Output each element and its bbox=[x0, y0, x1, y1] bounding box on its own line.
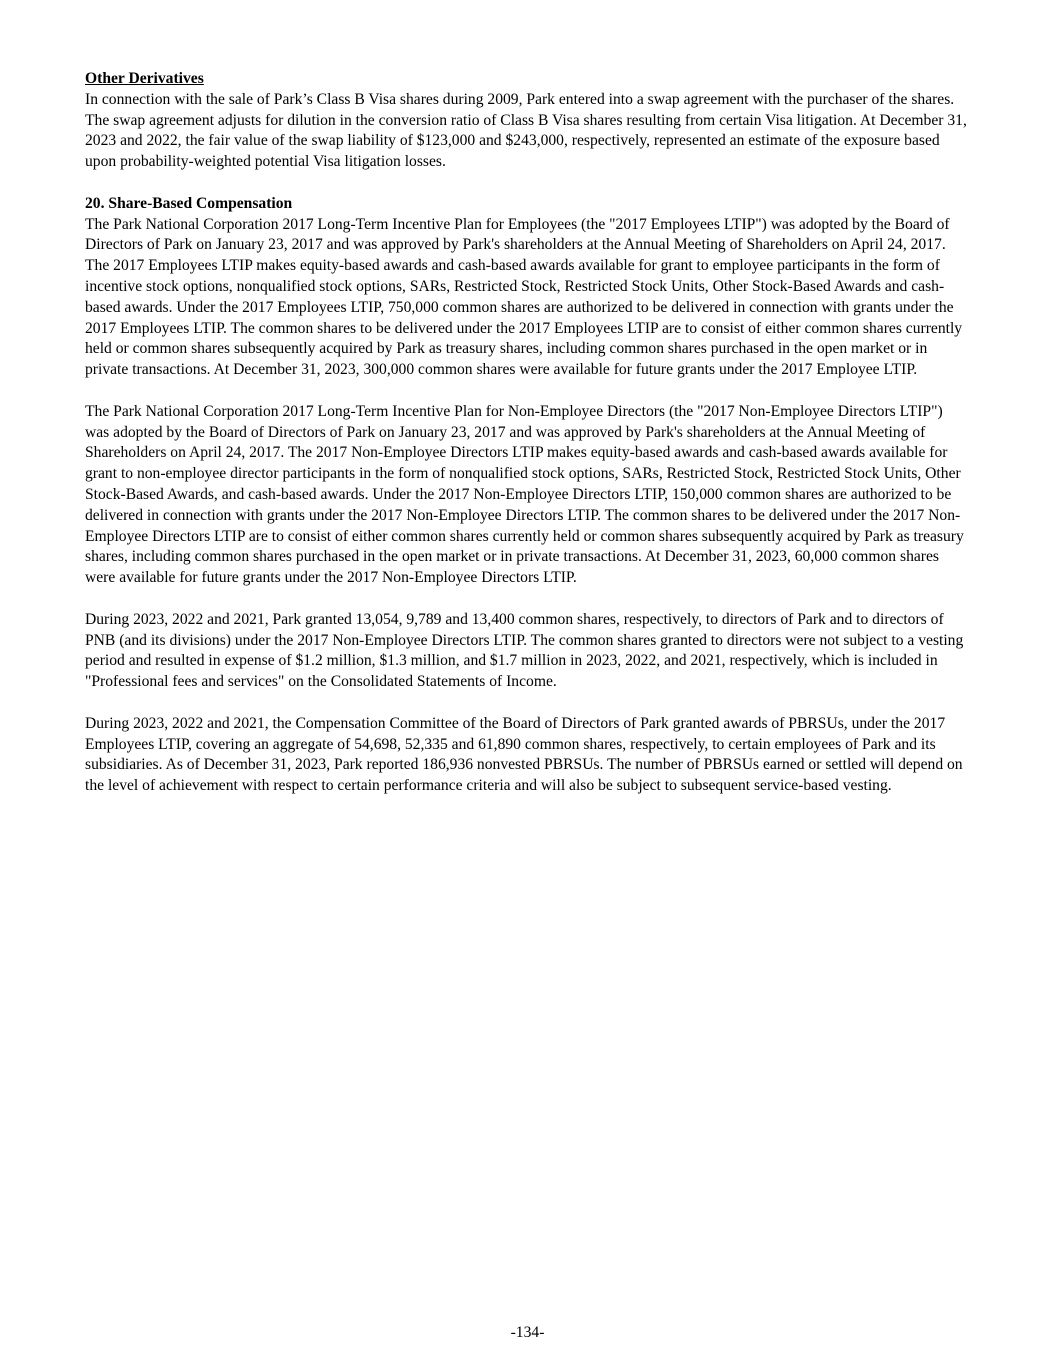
paragraph-gap bbox=[85, 589, 970, 610]
page-number: -134- bbox=[510, 1324, 545, 1341]
paragraph-employees-ltip: The Park National Corporation 2017 Long-Term Incentive Plan for Employees (the "2017 Employees LTIP") was adopted by the Board of Directors of Park on January 23, 2017 and was approved by Park's shareholders at the Annual Meeting of Shareholders on April 24, 2017. The 2017 Employees LTIP makes equity-based awards and cash-based awards available for grant to employee participants in the form of incentive stock options, nonqualified stock options, SARs, Restricted Stock, Restricted Stock Units, Other Stock-Based Awards and cash-based awards. Under the 2017 Employees LTIP, 750,000 common shares are authorized to be delivered in connection with grants under the 2017 Employees LTIP. The common shares to be delivered under the 2017 Employees LTIP are to consist of either common shares currently held or common shares subsequently acquired by Park as treasury shares, including common shares purchased in the open market or in private transactions. At December 31, 2023, 300,000 common shares were available for future grants under the 2017 Employee LTIP. bbox=[85, 215, 963, 379]
paragraph-gap bbox=[85, 693, 970, 714]
paragraph-gap bbox=[85, 381, 970, 402]
paragraph-pbrsu-grants: During 2023, 2022 and 2021, the Compensation Committee of the Board of Directors of Park granted awards of PBRSUs, under the 2017 Employees LTIP, covering an aggregate of 54,698, 52,335 and 61,890 common shares, respectively, to certain employees of Park and its subsidiaries. As of December 31, 2023, Park reported 186,936 nonvested PBRSUs. The number of PBRSUs earned or settled will depend on the level of achievement with respect to certain performance criteria and will also be subject to subsequent service-based vesting. bbox=[85, 714, 963, 795]
paragraph-other-derivatives: In connection with the sale of Park’s Class B Visa shares during 2009, Park entered into a swap agreement with the purchaser of the shares. The swap agreement adjusts for dilution in the conversion ratio of Class B Visa shares resulting from certain Visa litigation. At December 31, 2023 and 2022, the fair value of the swap liability of $123,000 and $243,000, respectively, represented an estimate of the exposure based upon probability-weighted potential Visa litigation losses. bbox=[85, 90, 967, 171]
section-heading-share-based-compensation: 20. Share-Based Compensation bbox=[85, 194, 293, 212]
section-heading-other-derivatives: Other Derivatives bbox=[85, 70, 204, 87]
paragraph-non-employee-directors-ltip: The Park National Corporation 2017 Long-Term Incentive Plan for Non-Employee Directors (the "2017 Non-Employee Directors LTIP") was adopted by the Board of Directors of Park on January 23, 2017 and was approved by Park's shareholders at the Annual Meeting of Shareholders on April 24, 2017. The 2017 Non-Employee Directors LTIP makes equity-based awards and cash-based awards available for grant to non-employee director participants in the form of nonqualified stock options, SARs, Restricted Stock, Restricted Stock Units, Other Stock-Based Awards, and cash-based awards. Under the 2017 Non-Employee Directors LTIP, 150,000 common shares are authorized to be delivered in connection with grants under the 2017 Non-Employee Directors LTIP. The common shares to be delivered under the 2017 Non-Employee Directors LTIP are to consist of either common shares currently held or common shares subsequently acquired by Park as treasury shares, including common shares purchased in the open market or in private transactions. At December 31, 2023, 60,000 common shares were available for future grants under the 2017 Non-Employee Directors LTIP. bbox=[85, 402, 964, 587]
document-body bbox=[85, 69, 970, 797]
paragraph-director-grants: During 2023, 2022 and 2021, Park granted 13,054, 9,789 and 13,400 common shares, respectively, to directors of Park and to directors of PNB (and its divisions) under the 2017 Non-Employee Directors LTIP. The common shares granted to directors were not subject to a vesting period and resulted in expense of $1.2 million, $1.3 million, and $1.7 million in 2023, 2022, and 2021, respectively, which is included in "Professional fees and services" on the Consolidated Statements of Income. bbox=[85, 610, 964, 691]
paragraph-gap bbox=[85, 173, 970, 194]
